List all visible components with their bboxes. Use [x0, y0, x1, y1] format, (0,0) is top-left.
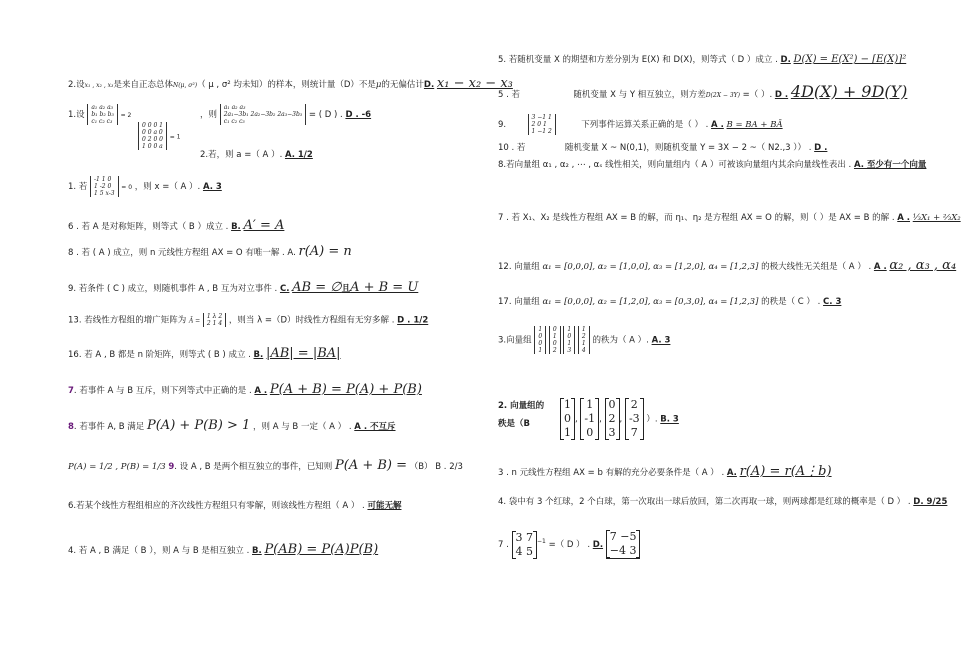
question-2-stat [68, 78, 513, 92]
q1-det2-row: a₁ a₂ a₃ [223, 104, 246, 111]
q4-answer-prefix: B. [252, 546, 262, 556]
qa-answer: A. 1/2 [284, 150, 313, 160]
question-9b [68, 460, 463, 473]
q6b-text: 6.若某个线性方程组相应的齐次线性方程组只有零解，则该线性方程组（ A ） . [68, 501, 365, 511]
q8b-text2: ，则 A 与 B 一定（ A ） . [253, 422, 352, 432]
q16-text: 16. 若 A , B 都是 n 阶矩阵，则等式 ( B ) 成立 . [68, 350, 251, 360]
question-a-text [200, 149, 313, 161]
r2-vector-2 [580, 398, 599, 440]
r3-cell: 0 [552, 340, 557, 347]
r3-cell: 1 [538, 326, 543, 333]
r8-text: 8.若向量组 α₁ , α₂ , ⋯ , αₛ 线性相关，则向量组内（ A ）可被该向量组内其余向量线性表出 . [498, 160, 852, 170]
r3b-math: r(A) = r(A⋮b) [739, 464, 832, 479]
q2-sub: x₁ , x₂ , x₃ [84, 82, 114, 89]
r12-answer-math: α₂ , α₃ , α₄ [889, 258, 957, 273]
r3-vector-4 [578, 326, 590, 354]
qa-det-row: 0 2 0 0 [142, 136, 163, 143]
r7-text: 7 . 若 X₁、X₂ 是线性方程组 AX = B 的解，而 η₁、η₂ 是方程组 AX = O 的解，则（ ）是 AX = B 的解 . [498, 213, 895, 223]
r-question-7 [498, 212, 961, 224]
question-9 [68, 282, 418, 295]
r3-cell: 0 [538, 333, 543, 340]
q2-mu: μ [375, 80, 382, 90]
question-6b [68, 500, 401, 512]
q7-answer-prefix: A . [254, 386, 268, 396]
q2-mid: 是来自正态总体 [113, 80, 173, 90]
r-question-3 [498, 326, 670, 354]
r12-text: 的极大线性无关组是（ A ） . [761, 262, 872, 272]
q6-answer-math: A′ = A [243, 218, 285, 233]
question-8 [68, 246, 352, 259]
r5b-small: D(2X − 3Y) [705, 92, 740, 99]
r3-vector-3 [563, 326, 575, 354]
r9-matrix [528, 114, 556, 135]
q9b-math1: P(A) = 1/2 , P(B) = 1/3 [68, 462, 166, 472]
q1-determinant-2 [220, 104, 307, 125]
r2-vector-1 [560, 398, 575, 440]
q2-dist: N(μ, σ²) [172, 82, 198, 89]
r-question-4 [498, 496, 947, 508]
q13-answer: D . 1/2 [397, 315, 429, 326]
r17-math: α₁ = [0,0,0], α₂ = [1,2,0], α₃ = [0,3,0], α₄ = [1,2,3] [542, 297, 759, 307]
question-8b [68, 420, 396, 433]
question-4 [68, 544, 378, 557]
r2-cell: 2 [608, 412, 616, 425]
q13-matrix [203, 313, 226, 327]
q8b-math: P(A) + P(B) > 1 [146, 418, 251, 433]
q6b-answer: 可能无解 [367, 501, 402, 511]
r5b-eq: =（ ）. [742, 90, 773, 100]
r7b-label: 7 . [498, 540, 509, 550]
q6-answer-prefix: B. [231, 222, 241, 232]
r3-cell: 2 [581, 333, 586, 340]
r2-tail: ）. [646, 414, 658, 425]
r2-cell: 2 [630, 398, 638, 411]
qa-determinant [138, 122, 167, 150]
r2-cell: 1 [564, 426, 571, 439]
question-16 [68, 348, 341, 361]
q1-det-row: a₁ a₂ a₃ [91, 104, 114, 111]
q9-math2: A + B = U [350, 280, 419, 295]
r17-answer: C. 3 [823, 297, 842, 307]
q9-and: 且 [341, 284, 351, 294]
r5b-answer-prefix: D . [774, 90, 789, 100]
r12-math: α₁ = [0,0,0], α₂ = [1,0,0], α₃ = [1,2,0], α₄ = [1,2,3] [542, 262, 759, 272]
r7b-result-matrix [606, 530, 641, 559]
q9b-text: . 设 A , B 是两个相互独立的事件，已知则 [174, 462, 333, 472]
q7-text: . 若事件 A 与 B 互斥，则下列等式中正确的是 . [73, 386, 252, 396]
qa-text: 2.若，则 a =（ A ）. [200, 150, 283, 160]
q2-tail: 的无偏估计 [381, 80, 424, 90]
r9-matrix-row: 3 −1 1 [531, 114, 552, 121]
q1-det-row: c₁ c₂ c₃ [91, 118, 113, 125]
q1-det2-row: c₁ c₂ c₃ [223, 118, 245, 125]
qa-eq: = 1 [169, 133, 181, 141]
q13-text2: ，则当 λ =（D）时线性方程组有无穷多解 . [228, 315, 395, 326]
q9-math1: AB = ∅ [292, 280, 342, 295]
r-question-5b [498, 82, 908, 102]
q4-text: 4. 若 A , B 满足（ B ），则 A 与 B 是相互独立 . [68, 546, 250, 556]
r3-cell: 1 [567, 326, 572, 333]
r7b-eq: =（ D ） . [548, 540, 591, 550]
r7b-res-row: 7 −5 [609, 530, 637, 543]
r-question-9 [498, 114, 783, 135]
q9-text: 9. 若条件 ( C ) 成立，则随机事件 A , B 互为对立事件 . [68, 284, 278, 294]
q9-answer-prefix: C. [279, 284, 290, 294]
qa-det-row: 0 0 a 0 [142, 129, 163, 136]
q1-then: ，则 [200, 110, 218, 120]
r12-answer-prefix: A . [873, 262, 887, 272]
r4-answer: D. 9/25 [913, 497, 948, 507]
question-7 [68, 384, 422, 397]
r3-vector-1 [534, 326, 546, 354]
r2-cell: 0 [564, 412, 571, 425]
r-question-5 [498, 54, 906, 66]
q8b-answer: A . 不互斥 [354, 422, 396, 432]
r9-answer-prefix: A . [711, 120, 724, 130]
r3-cell: 1 [538, 347, 543, 354]
r2-cell: -1 [584, 412, 596, 425]
q8-text: 8 . 若 ( A ) 成立，则 n 元线性方程组 AX = O 有唯一解 . A. [68, 248, 296, 258]
r2-cell: 1 [564, 398, 571, 411]
r3-cell: 1 [581, 340, 586, 347]
r2-cell: -3 [628, 412, 640, 425]
q8-math: r(A) = n [298, 244, 352, 259]
q1-answer: D . -6 [345, 110, 372, 120]
r2-label2: 秩是（B [498, 419, 530, 429]
qb-label: 1. 若 [68, 182, 88, 192]
question-1-det [68, 104, 131, 125]
q1-eq2: = ( D ) . [308, 110, 343, 120]
r3-cell: 1 [581, 326, 586, 333]
qa-det-row: 1 0 0 a [142, 143, 163, 150]
r7-answer-prefix: A . [897, 213, 911, 223]
r3-cell: 0 [538, 340, 543, 347]
qb-det-row: 1 -2 0 [94, 183, 112, 190]
q2-text: 2.设 [68, 80, 85, 90]
r9-label: 9. [498, 120, 507, 130]
q13-row: 1 λ 2 [206, 313, 223, 320]
r7-math: ⅓X₁ + ⅔X₂ [912, 213, 961, 223]
r7b-row: 3 7 [515, 530, 534, 544]
r5b-text: 随机变量 X 与 Y 相互独立，则方差 [573, 90, 706, 100]
qb-det-row: -1 1 0 [94, 176, 112, 183]
r4-text: 4. 袋中有 3 个红球，2 个白球，第一次取出一球后放回，第二次再取一球，则两球都是红球的概率是（ D ） . [498, 497, 911, 507]
q16-math: |AB| = |BA| [265, 346, 341, 361]
r-question-17 [498, 296, 841, 308]
q2-answer-math: x₁ − x₂ − x₃ [436, 76, 513, 91]
r2-cell: 1 [586, 398, 594, 411]
r-question-7b [498, 530, 640, 559]
q1-det2-row: 2a₁−3b₁ 2a₂−3b₂ 2a₃−3b₃ [223, 111, 303, 118]
r10-text: 随机变量 X ~ N(0,1)，则随机变量 Y = 3X − 2 ~（ N2.,3 ）） . [564, 143, 812, 153]
r3-cell: 4 [581, 347, 586, 354]
r3-cell: 0 [567, 333, 572, 340]
q9b-tail: （B） B . 2/3 [409, 462, 463, 472]
q7-num: 7 [68, 386, 74, 396]
qb-det-row: 1 5 x-3 [94, 190, 115, 197]
q6-text: 6 . 若 A 是对称矩阵，则等式（ B ）成立 . [68, 222, 229, 232]
q8b-text1: . 若事件 A, B 满足 [73, 422, 145, 432]
r10-label: 10 . 若 [498, 143, 526, 153]
r3b-text: 3 . n 元线性方程组 AX = b 有解的充分必要条件是（ A ） . [498, 468, 725, 478]
question-a-det [138, 122, 180, 150]
question-1b [68, 176, 222, 197]
r5-answer-prefix: D. [780, 55, 791, 65]
r-question-3b [498, 466, 832, 479]
r7b-matrix [512, 531, 538, 559]
r8-answer: A. 至少有一个向量 [853, 160, 927, 170]
r7b-answer-prefix: D. [592, 540, 604, 550]
q4-math: P(AB) = P(A)P(B) [264, 542, 379, 557]
qb-answer: A. 3 [202, 182, 222, 192]
q1-determinant [87, 104, 118, 125]
r9-math: B = BA + BĀ [726, 120, 783, 130]
q9b-num: 9 [168, 462, 175, 472]
r12-label: 12. 向量组 [498, 262, 540, 272]
r9-text: 下列事件运算关系正确的是（ ） . [581, 120, 709, 130]
r17-text: 的秩是（ C ） . [761, 297, 821, 307]
r10-answer: D . [814, 143, 828, 153]
q9b-math2: P(A + B) = [335, 458, 408, 473]
q13-abar: Ā = [188, 317, 201, 325]
r3-cell: 3 [567, 347, 572, 354]
q8b-num: 8 [68, 422, 74, 432]
question-1-det2 [200, 104, 371, 125]
r5-text: 5. 若随机变量 X 的期望和方差分别为 E(X) 和 D(X)，则等式（ D ）成立 . [498, 55, 778, 65]
r5b-label: 5 . 若 [498, 90, 521, 100]
r-question-10 [498, 142, 827, 154]
qa-det-row: 0 0 0 1 [142, 122, 163, 129]
r2-cell: 7 [630, 426, 638, 439]
r3-cell: 1 [567, 340, 572, 347]
r2-label1: 2. 向量组的 [498, 401, 545, 411]
r3-label: 3.向量组 [498, 335, 532, 346]
r3-vector-2 [549, 326, 561, 354]
r5b-math: 4D(X) + 9D(Y) [790, 82, 908, 101]
r-question-8 [498, 159, 926, 171]
r2-cell: 0 [586, 426, 594, 439]
q2-paren: （ μ , σ² 均未知）的样本，则统计量（D）不是 [197, 80, 376, 90]
r17-label: 17. 向量组 [498, 297, 540, 307]
r3-answer: A. 3 [651, 335, 671, 346]
r5-math: D(X) = E(X²) − [E(X)]² [793, 54, 907, 65]
r9-matrix-row: 2 0 1 [531, 121, 547, 128]
q2-answer-prefix: D. [423, 80, 435, 90]
r2-cell: 3 [608, 426, 616, 439]
qb-eq: = 0 [121, 184, 133, 191]
q1-det-row: b₁ b₂ b₃ [91, 111, 114, 118]
r7b-row: 4 5 [515, 544, 534, 558]
r3-cell: 2 [552, 347, 557, 354]
r2-answer: B. 3 [660, 414, 679, 425]
r2-cell: 0 [608, 398, 616, 411]
r3-cell: 1 [552, 333, 557, 340]
r7b-exp: −1 [537, 538, 546, 546]
r3-text: 的秩为（ A ）. [592, 335, 649, 346]
r-question-2-label [498, 400, 544, 430]
r-question-2-vectors: 1 0 1 , 1 -1 0 , 0 2 3 , 2 -3 7 ）. B. 3 [560, 398, 679, 440]
r2-vector-3 [605, 398, 620, 440]
question-6 [68, 220, 284, 233]
r-question-12 [498, 260, 956, 273]
question-13 [68, 313, 428, 328]
qb-determinant [90, 176, 119, 197]
qb-text: ，则 x =（ A ）. [134, 182, 201, 192]
r9-matrix-row: 1 −1 2 [531, 128, 552, 135]
r3b-answer-prefix: A. [726, 468, 737, 478]
q7-math: P(A + B) = P(A) + P(B) [269, 382, 422, 397]
q1-label: 1.设 [68, 110, 85, 120]
q16-answer-prefix: B. [253, 350, 264, 360]
q13-row: 2 1 4 [206, 320, 223, 327]
r3-cell: 0 [552, 326, 557, 333]
q1-eq: = 2 [120, 112, 132, 119]
r7b-res-row: −4 3 [609, 544, 637, 557]
r2-vector-4 [625, 398, 644, 440]
q13-text1: 13. 若线性方程组的增广矩阵为 [68, 315, 187, 326]
